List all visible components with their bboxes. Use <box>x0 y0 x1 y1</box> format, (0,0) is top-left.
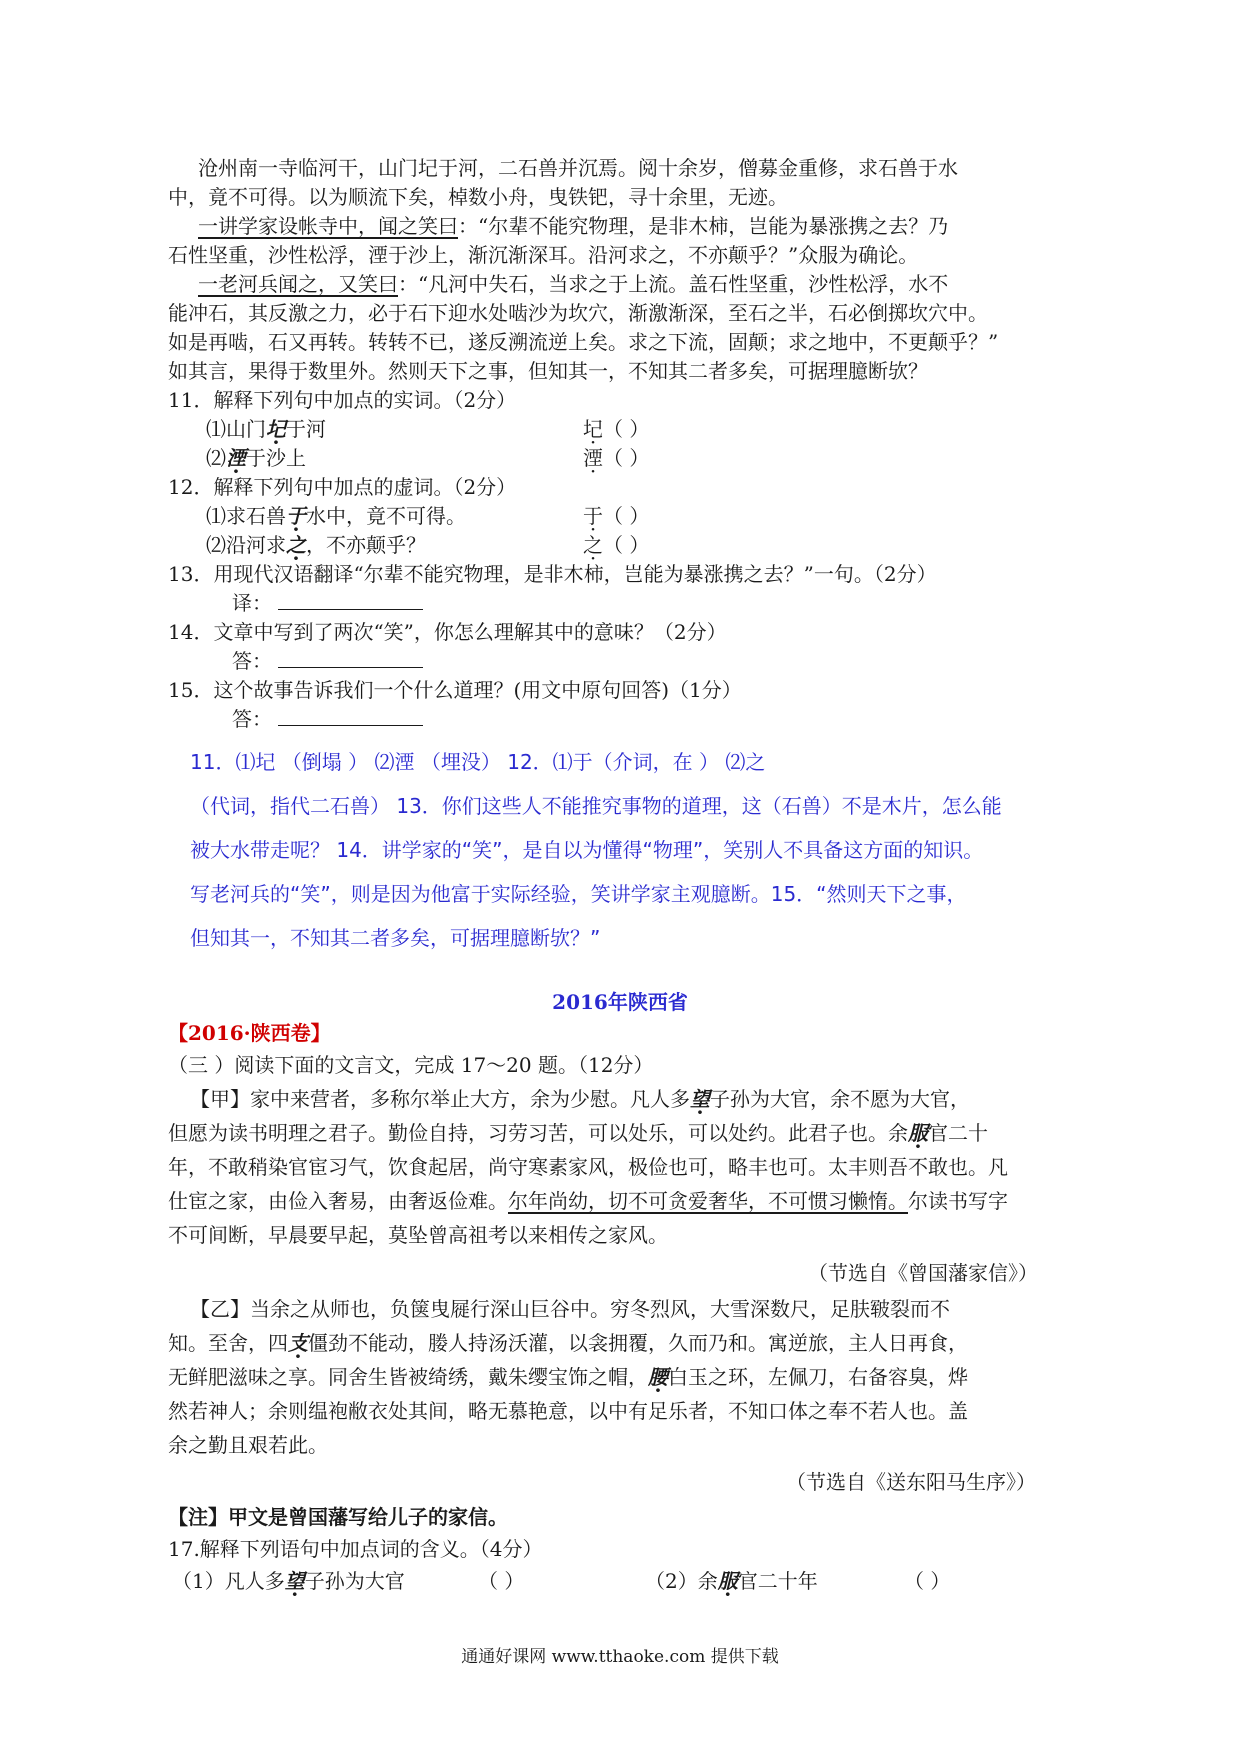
question-12: 12．解释下列句中加点的虚词。（2分） <box>168 475 517 499</box>
passage-line: 【甲】家中来营者，多称尔举止大方，余为少慰。凡人多望子孙为大官，余不愿为大官， <box>190 1087 970 1111</box>
passage-line: 然若神人；余则缊袍敝衣处其间，略无慕艳意，以中有足乐者，不知口体之奉不若人也。盖 <box>168 1399 968 1423</box>
q14-answer-line: 答： <box>232 648 423 674</box>
underlined-sentence: 尔年尚幼，切不可贪爱奢华，不可惯习懒惰。 <box>508 1189 908 1213</box>
answer-line: 写老河兵的“笑”，则是因为他富于实际经验，笑讲学家主观臆断。15．“然则天下之事， <box>190 882 967 906</box>
underlined-sentence: 一老河兵闻之，又笑曰 <box>198 272 398 296</box>
note: 【注】甲文是曾国藩写给儿子的家信。 <box>168 1505 508 1529</box>
q11-item-2: ⑵湮于沙上 <box>206 446 306 470</box>
answer-line: （代词，指代二石兽） 13．你们这些人不能推究事物的道理，这（石兽）不是木片，怎么能 <box>190 794 1002 818</box>
passage-line: 如其言，果得于数里外。然则天下之事，但知其一，不知其二者多矣，可据理臆断欤？ <box>168 359 928 383</box>
passage-line: 无鲜肥滋味之享。同舍生皆被绮绣，戴朱缨宝饰之帽，腰白玉之环，左佩刀，右备容臭，烨 <box>168 1365 968 1389</box>
passage-line: 一讲学家设帐寺中，闻之笑曰：“尔辈不能究物理，是非木柿，岂能为暴涨携之去？乃 <box>198 214 949 238</box>
q12-answer-1: 于（ ） <box>583 504 650 528</box>
passage-line: 如是再啮，石又再转。转转不已，遂反溯流逆上矣。求之下流，固颠；求之地中，不更颠乎？” <box>168 330 999 354</box>
q13-answer-line: 译： <box>232 590 423 616</box>
answer-line: 11．⑴圮 （倒塌 ） ⑵湮 （埋没） 12．⑴于（介词，在 ） ⑵之 <box>190 750 766 774</box>
source-citation: （节选自《送东阳马生序》） <box>786 1470 1036 1494</box>
underlined-sentence: 一讲学家设帐寺中，闻之笑曰 <box>198 214 458 238</box>
page-footer: 通通好课网 www.tthaoke.com 提供下载 <box>461 1647 779 1667</box>
q17-item-2: （2）余服官二十年 <box>645 1569 818 1593</box>
q17-answer-1: （ ） <box>478 1569 525 1593</box>
q15-answer-line: 答： <box>232 706 423 732</box>
passage-line: 但愿为读书明理之君子。勤俭自持，习劳习苦，可以处乐，可以处约。此君子也。余服官二十 <box>168 1121 988 1145</box>
passage-line: 不可间断，早晨要早起，莫坠曾高祖考以来相传之家风。 <box>168 1223 668 1247</box>
passage-line: 知。至舍，四支僵劲不能动，媵人持汤沃灌，以衾拥覆，久而乃和。寓逆旅，主人日再食， <box>168 1331 968 1355</box>
q17-item-1: （1）凡人多望子孙为大官 <box>172 1569 405 1593</box>
answer-line: 但知其一，不知其二者多矣，可据理臆断欤？” <box>190 926 601 950</box>
passage-line: 余之勤且艰若此。 <box>168 1433 328 1457</box>
question-14: 14．文章中写到了两次“笑”，你怎么理解其中的意味？（2分） <box>168 620 727 644</box>
passage-line: 石性坚重，沙性松浮，湮于沙上，渐沉渐深耳。沿河求之，不亦颠乎？”众服为确论。 <box>168 243 919 267</box>
section-heading: 2016年陕西省 <box>552 990 688 1014</box>
passage-line: 【乙】当余之从师也，负箧曳屣行深山巨谷中。穷冬烈风，大雪深数尺，足肤皲裂而不 <box>190 1297 950 1321</box>
question-13: 13．用现代汉语翻译“尔辈不能究物理，是非木柿，岂能为暴涨携之去？”一句。（2分） <box>168 562 937 586</box>
passage-line: 中，竟不可得。以为顺流下矣，棹数小舟，曳铁钯，寻十余里，无迹。 <box>168 185 788 209</box>
passage-line: 仕宦之家，由俭入奢易，由奢返俭难。尔年尚幼，切不可贪爱奢华，不可惯习懒惰。尔读书写字 <box>168 1189 1008 1213</box>
question-11: 11．解释下列句中加点的实词。（2分） <box>168 388 517 412</box>
q12-answer-2: 之（ ） <box>583 533 650 557</box>
passage-line: 一老河兵闻之，又笑曰：“凡河中失石，当求之于上流。盖石性坚重，沙性松浮，水不 <box>198 272 949 296</box>
source-citation: （节选自《曾国藩家信》） <box>808 1261 1038 1285</box>
passage-line: 年，不敢稍染官宦习气，饮食起居，尚守寒素家风，极俭也可，略丰也可。太丰则吾不敢也。凡 <box>168 1155 1008 1179</box>
q11-answer-1: 圮（ ） <box>583 417 650 441</box>
question-15: 15．这个故事告诉我们一个什么道理？(用文中原句回答)（1分） <box>168 678 742 702</box>
q11-item-1: ⑴山门圮于河 <box>206 417 326 441</box>
answer-line: 被大水带走呢？ 14．讲学家的“笑”，是自以为懂得“物理”，笑别人不具备这方面的知识。 <box>190 838 984 862</box>
question-17: 17.解释下列语句中加点词的含义。（4分） <box>168 1537 543 1561</box>
q11-answer-2: 湮（ ） <box>583 446 650 470</box>
passage-line: 沧州南一寺临河干，山门圮于河，二石兽并沉焉。阅十余岁，僧募金重修，求石兽于水 <box>198 156 958 180</box>
q12-item-1: ⑴求石兽于水中，竟不可得。 <box>206 504 466 528</box>
q12-item-2: ⑵沿河求之，不亦颠乎？ <box>206 533 426 557</box>
passage-line: 能冲石，其反激之力，必于石下迎水处啮沙为坎穴，渐激渐深，至石之半，石必倒掷坎穴中。 <box>168 301 988 325</box>
section-intro: （三 ）阅读下面的文言文，完成 17～20 题。（12分） <box>168 1053 654 1077</box>
q17-answer-2: （ ） <box>904 1569 951 1593</box>
exam-tag: 【2016·陕西卷】 <box>168 1021 331 1045</box>
